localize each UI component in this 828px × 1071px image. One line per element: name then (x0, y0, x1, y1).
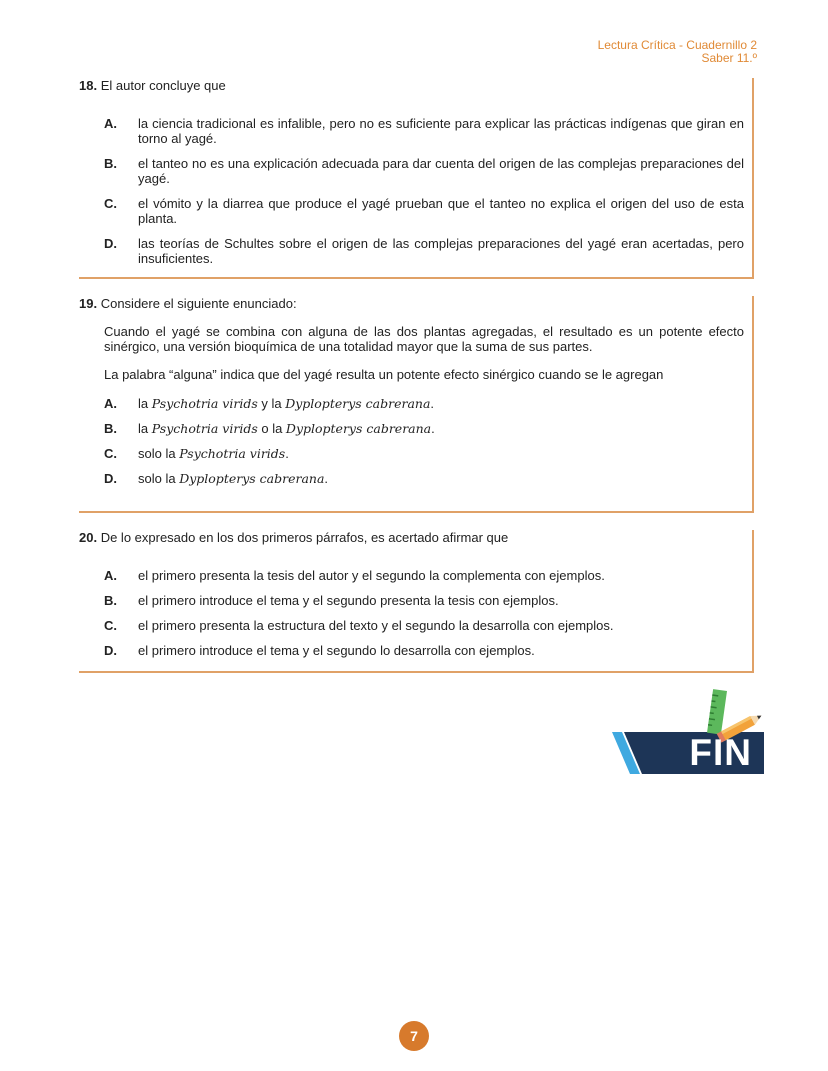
option-text-mid: y la (257, 396, 286, 411)
option-text-post: . (431, 421, 435, 436)
option-text: el vómito y la diarrea que produce el yagé prueban que el tanteo no explica el origen del uso de esta planta. (138, 196, 744, 226)
question-19 (79, 296, 754, 513)
option-b[interactable] (79, 156, 752, 186)
option-letter: B. (104, 593, 117, 608)
question-number: 20. (79, 530, 98, 545)
option-text: el tanteo no es una explicación adecuada para dar cuenta del origen de las complejas preparaciones del yagé. (138, 156, 744, 186)
question-prompt (79, 296, 752, 311)
option-c[interactable] (79, 196, 752, 226)
option-text-pre: la (138, 396, 152, 411)
quoted-statement: Cuando el yagé se combina con alguna de las dos plantas agregadas, el resultado es un potente efecto sinérgico, una versión bioquímica de una totalidad mayor que la suma de sus partes. (104, 324, 744, 354)
question-18 (79, 78, 754, 279)
option-d[interactable] (79, 643, 752, 658)
option-text-post: . (285, 446, 289, 461)
option-text: las teorías de Schultes sobre el origen de las complejas preparaciones del yagé eran acertadas, pero insuficientes. (138, 236, 744, 266)
option-text: el primero introduce el tema y el segundo lo desarrolla con ejemplos. (138, 643, 535, 658)
question-prompt (79, 530, 752, 545)
fin-label: FIN (689, 732, 752, 773)
option-text: el primero introduce el tema y el segundo presenta la tesis con ejemplos. (138, 593, 559, 608)
option-c[interactable] (79, 446, 752, 461)
species-name: Dyplopterys cabrerana (285, 421, 432, 436)
option-letter: A. (104, 396, 117, 411)
options-list (79, 568, 752, 658)
option-text-pre: solo la (138, 471, 180, 486)
stem-question: La palabra “alguna” indica que del yagé resulta un potente efecto sinérgico cuando se le agregan (104, 367, 664, 382)
fin-badge (612, 688, 764, 776)
question-number: 18. (79, 78, 98, 93)
option-b[interactable] (79, 593, 752, 608)
option-text: el primero presenta la estructura del texto y el segundo la desarrolla con ejemplos. (138, 618, 614, 633)
option-letter: C. (104, 196, 117, 211)
option-b[interactable] (79, 421, 752, 436)
option-d[interactable] (79, 236, 752, 266)
species-name: Dyplopterys cabrerana (285, 396, 431, 411)
option-letter: C. (104, 446, 117, 461)
option-text: el primero presenta la tesis del autor y el segundo la complementa con ejemplos. (138, 568, 605, 583)
option-a[interactable] (79, 396, 752, 411)
question-stem (104, 324, 744, 382)
option-a[interactable] (79, 568, 752, 583)
option-text-pre: solo la (138, 446, 180, 461)
option-d[interactable] (79, 471, 752, 486)
option-letter: B. (104, 421, 117, 436)
options-list (79, 116, 752, 266)
question-text: El autor concluye que (100, 78, 226, 93)
page-header (598, 39, 757, 65)
options-list (79, 396, 752, 486)
species-name: Dyplopterys cabrerana (179, 471, 325, 486)
option-letter: D. (104, 236, 117, 251)
header-title: Lectura Crítica - Cuadernillo 2 (597, 38, 757, 52)
question-number: 19. (79, 296, 98, 311)
question-text: Considere el siguiente enunciado: (100, 296, 297, 311)
option-letter: A. (104, 568, 117, 583)
page-number: 7 (399, 1021, 429, 1051)
option-letter: D. (104, 643, 117, 658)
option-a[interactable] (79, 116, 752, 146)
option-letter: A. (104, 116, 117, 131)
option-letter: C. (104, 618, 117, 633)
species-name: Psychotria virids (179, 446, 286, 461)
species-name: Psychotria virids (151, 421, 258, 436)
question-20 (79, 530, 754, 673)
option-text: la ciencia tradicional es infalible, pero no es suficiente para explicar las prácticas indígenas que giran en torno al yagé. (138, 116, 744, 146)
option-letter: D. (104, 471, 117, 486)
option-text-mid: o la (257, 421, 286, 436)
header-subtitle: Saber 11.º (701, 51, 757, 65)
question-text: De lo expresado en los dos primeros párrafos, es acertado afirmar que (100, 530, 509, 545)
species-name: Psychotria virids (151, 396, 258, 411)
question-prompt (79, 78, 752, 93)
option-text-pre: la (138, 421, 152, 436)
option-letter: B. (104, 156, 117, 171)
option-text-post: . (324, 471, 329, 486)
option-text-post: . (430, 396, 435, 411)
option-c[interactable] (79, 618, 752, 633)
